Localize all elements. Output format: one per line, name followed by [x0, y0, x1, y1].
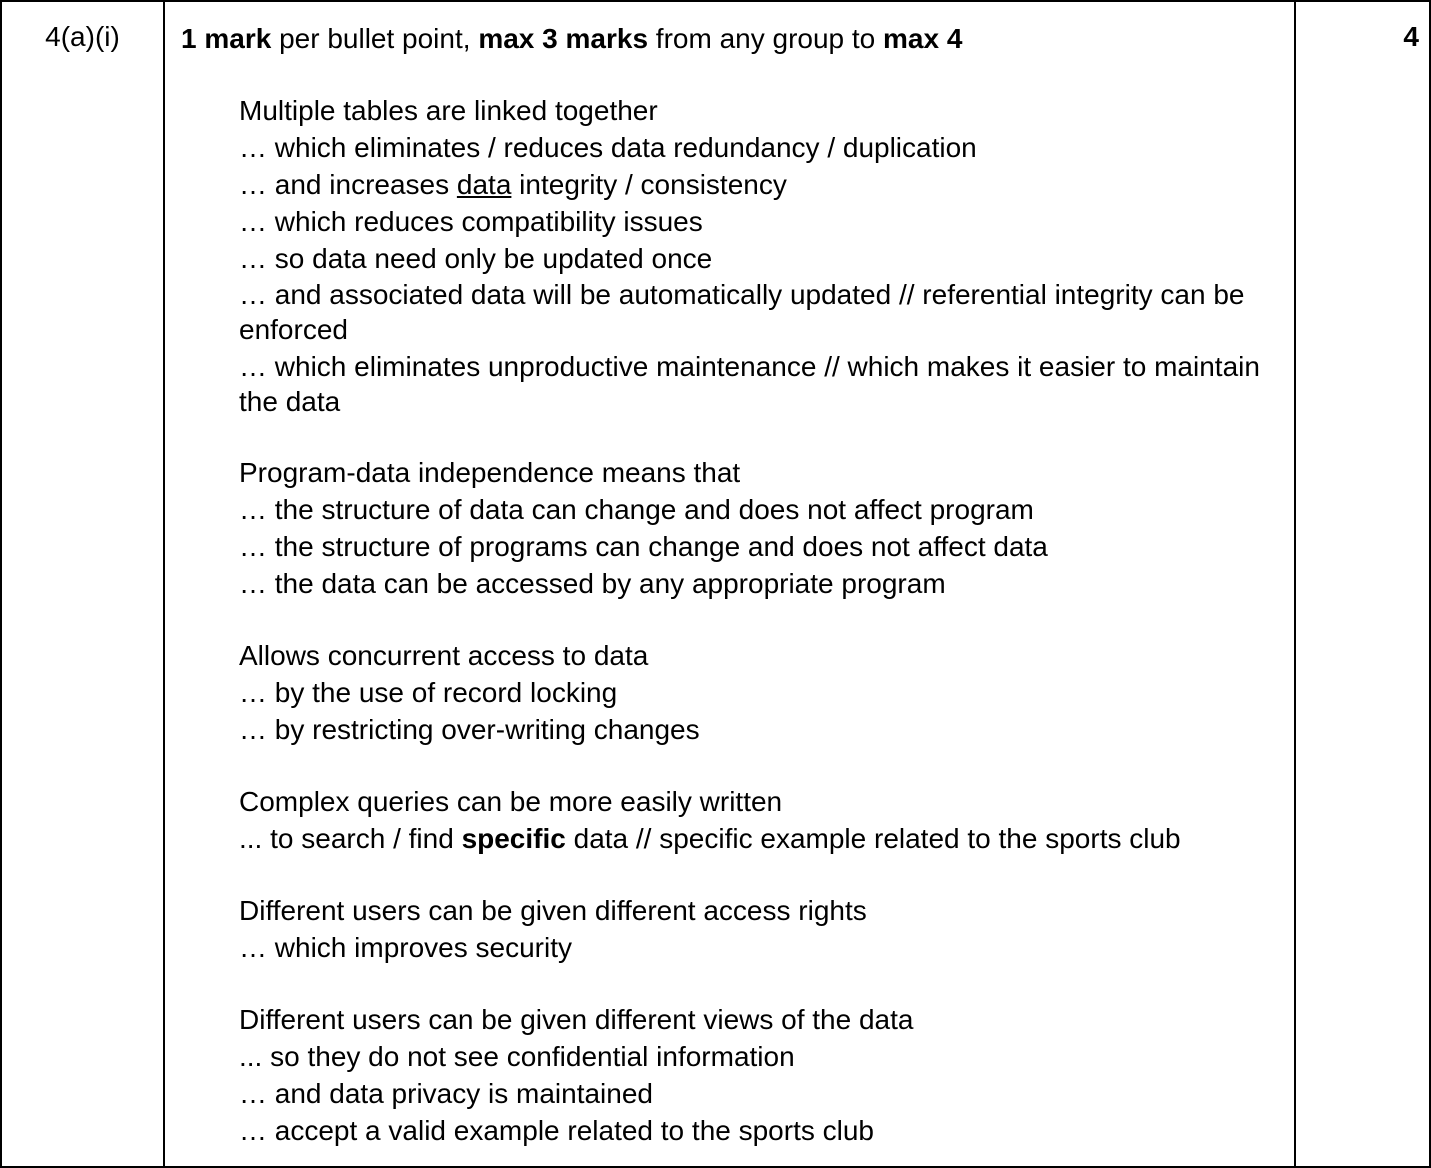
question-number-cell: [2, 2, 165, 1166]
marking-instruction: [181, 20, 1294, 57]
answer-cell: [165, 2, 1296, 1166]
answer-group-program-data-independence: [239, 454, 1274, 602]
instruction-bold-3: max 4: [883, 23, 963, 54]
group-heading: Allows concurrent access to data: [239, 640, 649, 671]
answer-point: … and data privacy is maintained: [239, 1078, 653, 1109]
answer-point-part: … and increases: [239, 169, 457, 200]
group-heading: Program-data independence means that: [239, 457, 741, 488]
answer-point: … which reduces compatibility issues: [239, 206, 703, 237]
answer-point: … which improves security: [239, 932, 572, 963]
instruction-bold-2: max 3 marks: [478, 23, 649, 54]
underlined-term: data: [456, 169, 512, 200]
answer-point: … the structure of data can change and does not affect program: [239, 494, 1034, 525]
bold-term: specific: [461, 823, 566, 854]
answer-point-part: ... to search / find: [239, 823, 462, 854]
answer-point: ... so they do not see confidential information: [239, 1041, 795, 1072]
answer-point: … by the use of record locking: [239, 677, 618, 708]
answer-point: [239, 166, 1274, 203]
marks-cell: [1296, 2, 1429, 1166]
instruction-bold-1: 1 mark: [181, 23, 272, 54]
answer-point: … so data need only be updated once: [239, 243, 713, 274]
answer-point: … which eliminates / reduces data redundancy / duplication: [239, 132, 977, 163]
instruction-text-2: from any group to: [648, 23, 884, 54]
answer-point: … which eliminates unproductive maintenance // which makes it easier to maintain the data: [239, 351, 1260, 417]
question-number: 4(a)(i): [45, 21, 120, 52]
group-heading: Different users can be given different views of the data: [239, 1004, 914, 1035]
answer-point: … the structure of programs can change and does not affect data: [239, 531, 1048, 562]
answer-point: … the data can be accessed by any appropriate program: [239, 568, 946, 599]
answer-point: … and associated data will be automatically updated // referential integrity can be enforced: [239, 279, 1245, 345]
answer-group-linked-tables: [239, 92, 1274, 419]
answer-point: … by restricting over-writing changes: [239, 714, 700, 745]
answer-point: [239, 820, 1274, 857]
group-heading: Different users can be given different access rights: [239, 895, 867, 926]
answer-group-user-views: [239, 1001, 1274, 1149]
answer-groups: [181, 92, 1294, 1149]
answer-group-concurrent-access: [239, 637, 1274, 748]
answer-point-part: integrity / consistency: [511, 169, 787, 200]
answer-group-access-rights: [239, 892, 1274, 966]
answer-point-part: data // specific example related to the sports club: [565, 823, 1181, 854]
marks-value: 4: [1403, 21, 1419, 52]
answer-group-complex-queries: [239, 783, 1274, 857]
group-heading: Complex queries can be more easily written: [239, 786, 783, 817]
answer-point: … accept a valid example related to the sports club: [239, 1115, 875, 1146]
group-heading: Multiple tables are linked together: [239, 95, 658, 126]
instruction-text-1: per bullet point,: [271, 23, 479, 54]
